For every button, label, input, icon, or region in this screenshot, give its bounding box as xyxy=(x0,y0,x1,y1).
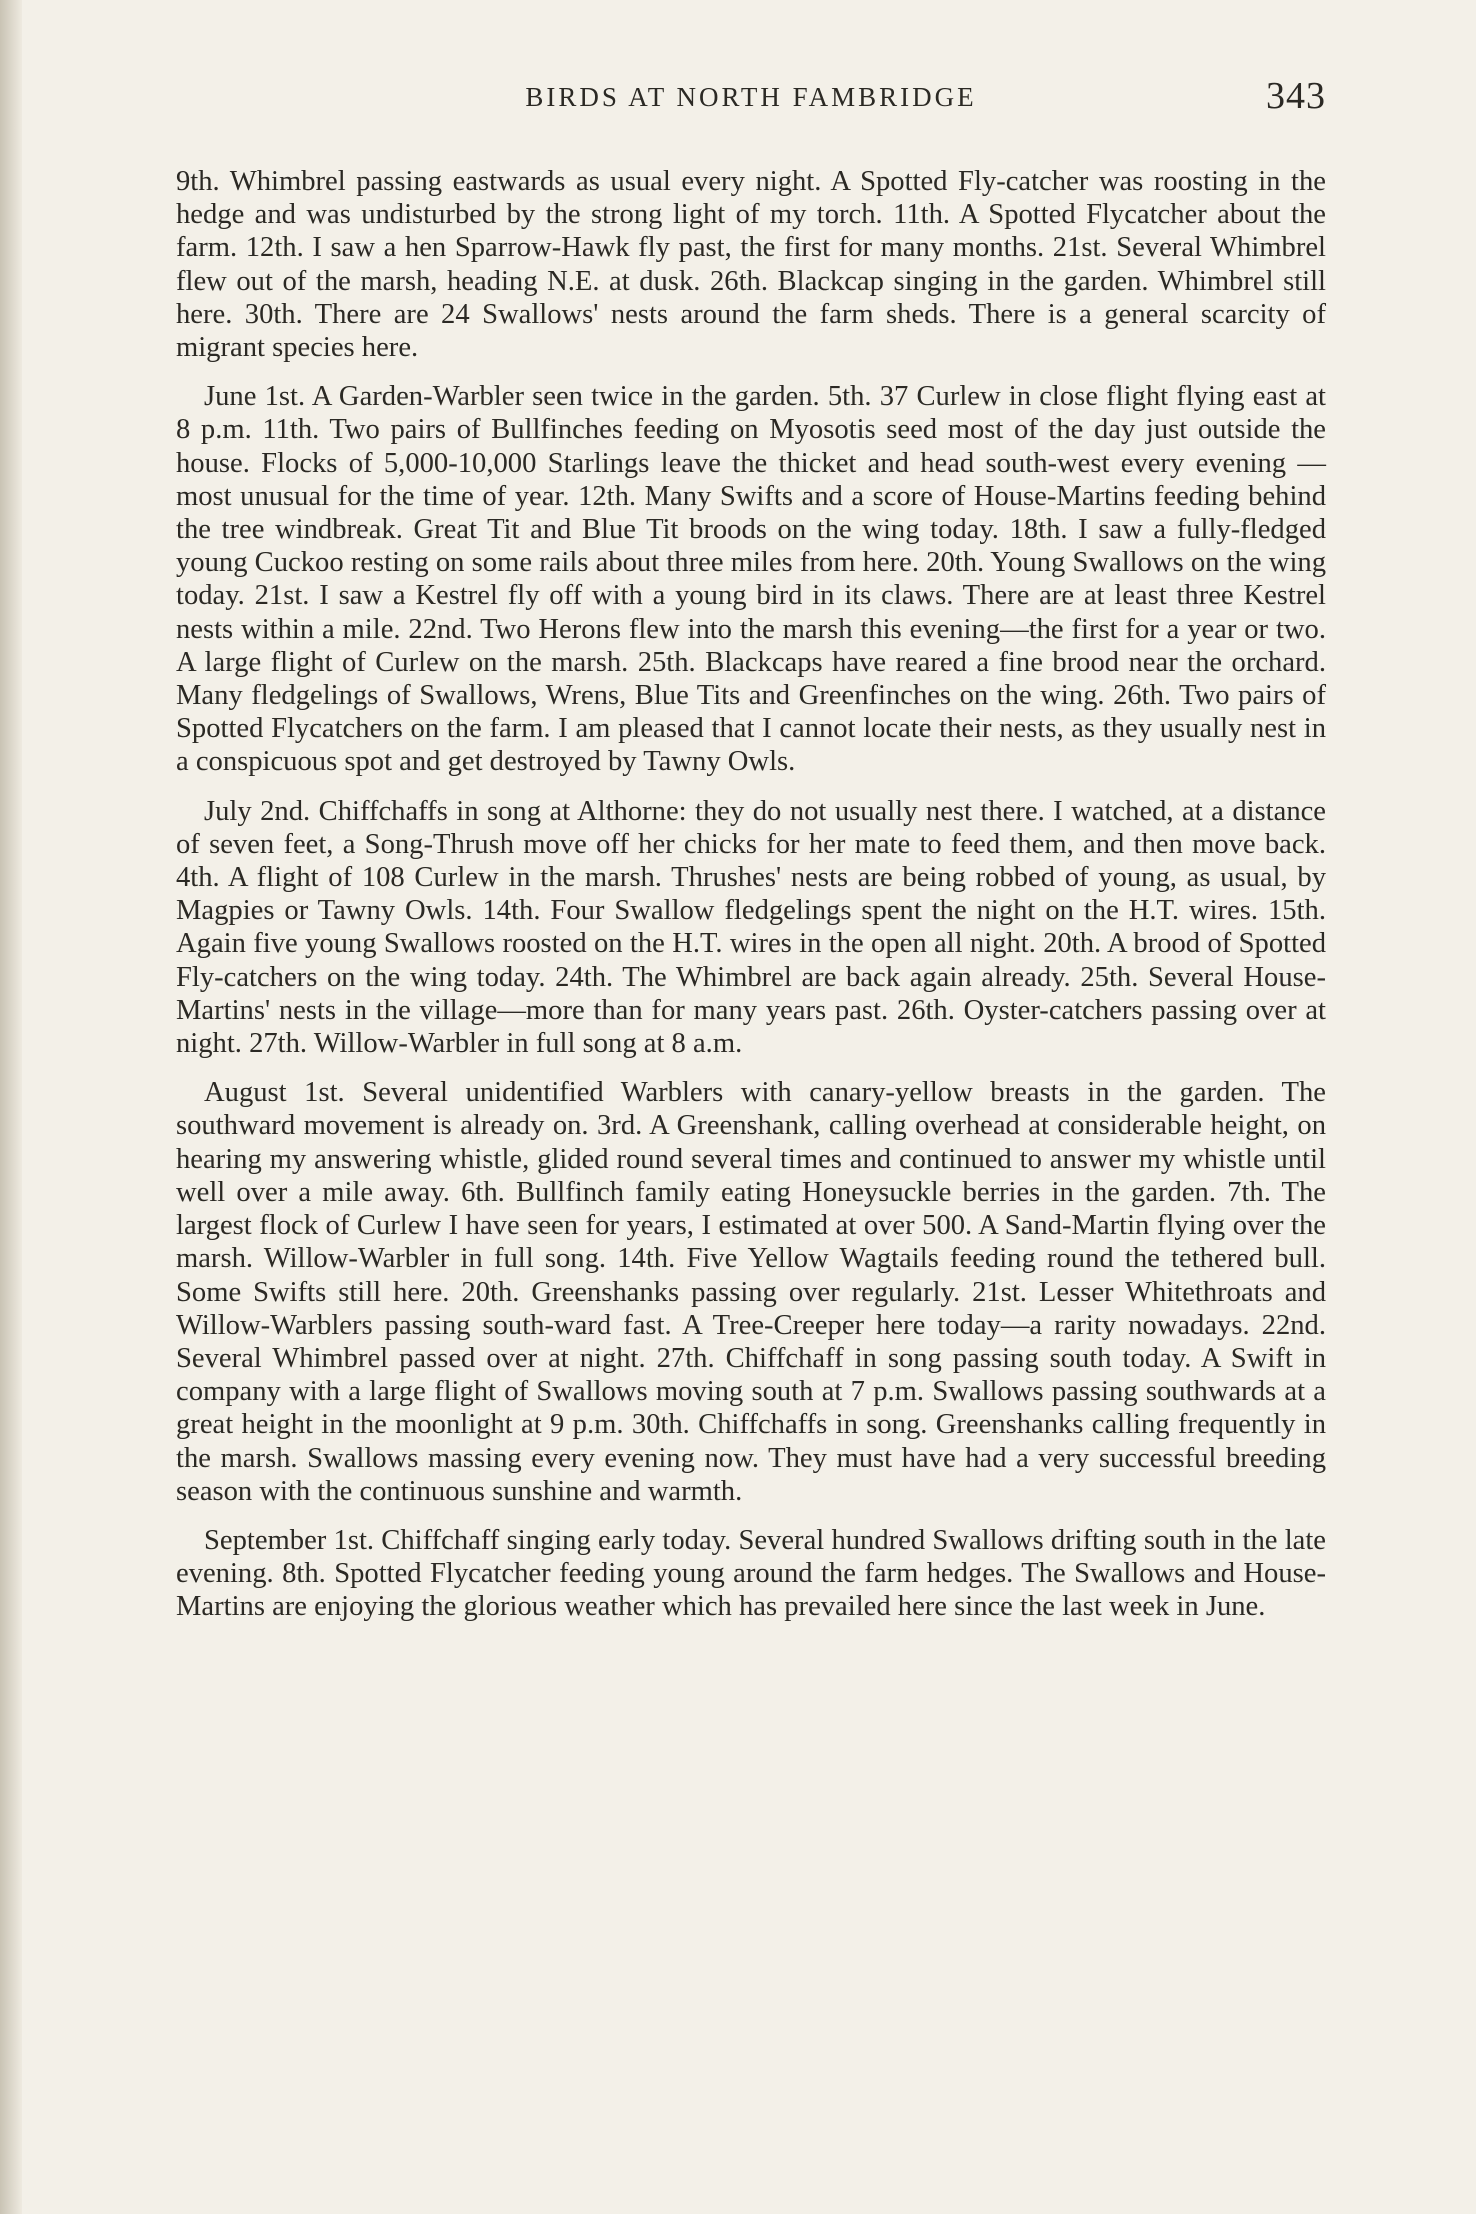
page-header xyxy=(176,74,1326,124)
paragraph-may-continued: 9th. Whimbrel passing eastwards as usual every night. A Spotted Fly-catcher was roosting in the hedge and was undisturbed by the strong light of my torch. 11th. A Spotted Flycatcher about the farm. 12th. I saw a hen Sparrow-Hawk fly past, the first for many months. 21st. Several Whimbrel flew out of the marsh, heading N.E. at dusk. 26th. Blackcap singing in the garden. Whimbrel still here. 30th. There are 24 Swallows' nests around the farm sheds. There is a general scarcity of migrant species here. xyxy=(176,166,1326,364)
running-title: BIRDS AT NORTH FAMBRIDGE xyxy=(525,82,977,112)
page-number: 343 xyxy=(1266,75,1326,117)
binding-shadow xyxy=(0,0,22,2214)
paragraph-august: August 1st. Several unidentified Warblers with canary-yellow breasts in the garden. The southward movement is already on. 3rd. A Greenshank, calling overhead at considerable height, on hearing my answering whistle, glided round several times and continued to answer my whistle until well over a mile away. 6th. Bullfinch family eating Honeysuckle berries in the garden. 7th. The largest flock of Curlew I have seen for years, I estimated at over 500. A Sand-Martin flying over the marsh. Willow-Warbler in full song. 14th. Five Yellow Wagtails feeding round the tethered bull. Some Swifts still here. 20th. Greenshanks passing over regularly. 21st. Lesser Whitethroats and Willow-Warblers passing south-ward fast. A Tree-Creeper here today—a rarity nowadays. 22nd. Several Whimbrel passed over at night. 27th. Chiffchaff in song passing south today. A Swift in company with a large flight of Swallows moving south at 7 p.m. Swallows passing southwards at a great height in the moonlight at 9 p.m. 30th. Chiffchaffs in song. Greenshanks calling frequently in the marsh. Swallows massing every evening now. They must have had a very successful breeding season with the continuous sunshine and warmth. xyxy=(176,1077,1326,1507)
paragraph-july: July 2nd. Chiffchaffs in song at Althorne: they do not usually nest there. I watched, at a distance of seven feet, a Song-Thrush move off her chicks for her mate to feed them, and then move back. 4th. A flight of 108 Curlew in the marsh. Thrushes' nests are being robbed of young, as usual, by Magpies or Tawny Owls. 14th. Four Swallow fledgelings spent the night on the H.T. wires. 15th. Again five young Swallows roosted on the H.T. wires in the open all night. 20th. A brood of Spotted Fly-catchers on the wing today. 24th. The Whimbrel are back again already. 25th. Several House-Martins' nests in the village—more than for many years past. 26th. Oyster-catchers passing over at night. 27th. Willow-Warbler in full song at 8 a.m. xyxy=(176,795,1326,1060)
paragraph-september: September 1st. Chiffchaff singing early today. Several hundred Swallows drifting south in the late evening. 8th. Spotted Flycatcher feeding young around the farm hedges. The Swallows and House-Martins are enjoying the glorious weather which has prevailed here since the last week in June. xyxy=(176,1524,1326,1623)
paragraph-june: June 1st. A Garden-Warbler seen twice in the garden. 5th. 37 Curlew in close flight flying east at 8 p.m. 11th. Two pairs of Bullfinches feeding on Myosotis seed most of the day just outside the house. Flocks of 5,000-10,000 Starlings leave the thicket and head south-west every evening —most unusual for the time of year. 12th. Many Swifts and a score of House-Martins feeding behind the tree windbreak. Great Tit and Blue Tit broods on the wing today. 18th. I saw a fully-fledged young Cuckoo resting on some rails about three miles from here. 20th. Young Swallows on the wing today. 21st. I saw a Kestrel fly off with a young bird in its claws. There are at least three Kestrel nests within a mile. 22nd. Two Herons flew into the marsh this evening—the first for a year or two. A large flight of Curlew on the marsh. 25th. Blackcaps have reared a fine brood near the orchard. Many fledgelings of Swallows, Wrens, Blue Tits and Greenfinches on the wing. 26th. Two pairs of Spotted Flycatchers on the farm. I am pleased that I cannot locate their nests, as they usually nest in a conspicuous spot and get destroyed by Tawny Owls. xyxy=(176,381,1326,778)
body-text xyxy=(176,165,1326,1640)
